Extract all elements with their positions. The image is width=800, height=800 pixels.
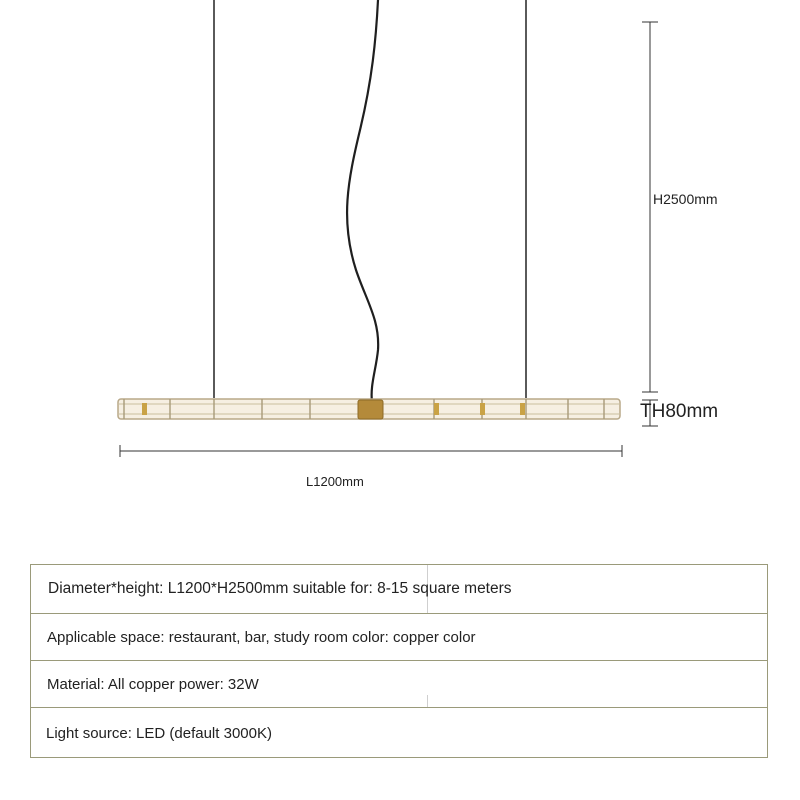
lamp-body — [118, 399, 620, 419]
spec-row-size — [31, 565, 767, 614]
center-connector — [358, 400, 383, 419]
spec-table — [30, 564, 768, 758]
length-dimension-line — [120, 445, 622, 457]
spec-row-light-source — [31, 708, 767, 758]
power-cord — [347, 0, 378, 402]
spec-text-space: Applicable space: restaurant, bar, study room color: copper color — [47, 628, 476, 646]
spec-text-material: Material: All copper power: 32W — [47, 675, 259, 693]
height-label: H2500mm — [653, 191, 718, 207]
length-label: L1200mm — [306, 474, 364, 489]
spec-row-material — [31, 661, 767, 708]
spec-text-size: Diameter*height: L1200*H2500mm suitable for: 8-15 square meters — [48, 580, 512, 597]
thickness-label: TH80mm — [640, 401, 719, 422]
spec-row-space — [31, 614, 767, 661]
height-dimension-line — [642, 22, 658, 392]
spec-text-light-source: Light source: LED (default 3000K) — [46, 724, 272, 742]
